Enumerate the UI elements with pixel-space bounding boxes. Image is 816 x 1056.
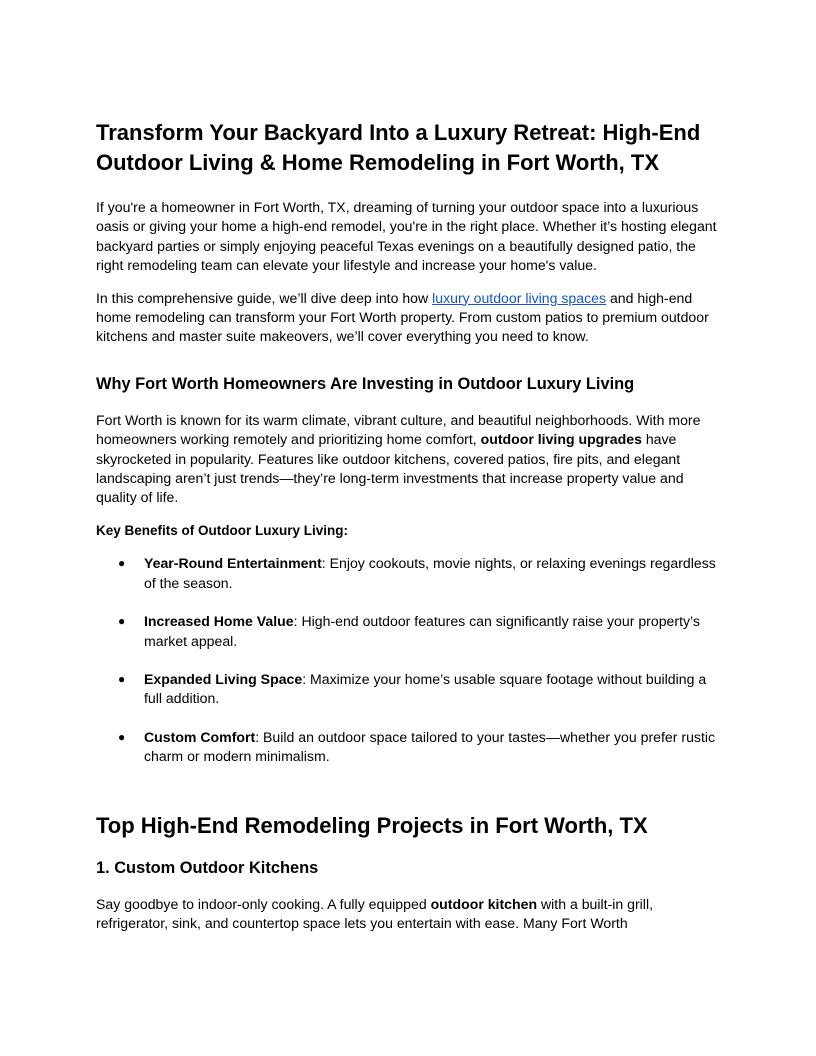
top-projects-heading: Top High-End Remodeling Projects in Fort Worth, TX [96, 812, 648, 838]
kitchens-text-bold: outdoor kitchen [430, 895, 538, 912]
kitchens-text-end: with a built-in grill, refrigerator, sink, and countertop space lets you entertain with ease. Many Fort Worth [96, 895, 653, 931]
benefit-title: Increased Home Value [144, 613, 294, 630]
list-item [96, 728, 724, 767]
luxury-outdoor-link[interactable]: luxury outdoor living spaces [432, 289, 607, 306]
page-title: Transform Your Backyard Into a Luxury Retreat: High-End Outdoor Living & Home Remodeling in Fort Worth, TX [96, 120, 701, 175]
outdoor-kitchens-heading: 1. Custom Outdoor Kitchens [96, 858, 319, 877]
bullet-icon: ● [118, 556, 126, 571]
intro-paragraph: If you're a homeowner in Fort Worth, TX, dreaming of turning your outdoor space into a luxurious oasis or giving your home a high-end remodel, you're in the right place. Whether it’s hosting elegant backyard parties or simply enjoying peaceful Texas evenings on a beautifully designed patio, the right remodeling team can elevate your lifestyle and increase your home's value. [96, 199, 717, 274]
benefit-text: : Build an outdoor space tailored to your tastes—whether you prefer rustic charm or modern minimalism. [144, 728, 716, 765]
bullet-icon: ● [118, 614, 126, 629]
bullet-icon: ● [118, 671, 126, 686]
benefit-title: Custom Comfort [144, 728, 256, 745]
benefit-text: : High-end outdoor features can significantly raise your property’s market appeal. [144, 613, 700, 649]
guide-paragraph [96, 289, 724, 347]
list-item [96, 670, 724, 709]
benefit-title: Expanded Living Space [144, 670, 303, 687]
guide-text-end: and high-end home remodeling can transform your Fort Worth property. From custom patios to premium outdoor kitchens and master suite makeovers, we’ll cover everything you need to know. [96, 289, 709, 345]
why-text-start: Fort Worth is known for its warm climate, vibrant culture, and beautiful neighborhoods. With more homeowners working remotely and prioritizing home comfort, [96, 411, 701, 448]
guide-text-start: In this comprehensive guide, we’ll dive deep into how [96, 289, 433, 306]
why-text-end: have skyrocketed in popularity. Features like outdoor kitchens, covered patios, fire pits, and elegant landscaping aren’t just trends—they’re long-term investments that increase property value and quality of life. [96, 431, 684, 506]
why-text-bold: outdoor living upgrades [480, 431, 642, 448]
list-item [96, 612, 724, 651]
document-page [96, 118, 724, 946]
why-section-heading: Why Fort Worth Homeowners Are Investing in Outdoor Luxury Living [96, 374, 635, 393]
why-paragraph [96, 411, 724, 508]
list-item [96, 554, 724, 593]
benefits-label: Key Benefits of Outdoor Luxury Living: [96, 522, 349, 538]
benefit-text: : Maximize your home’s usable square footage without building a full addition. [144, 670, 707, 707]
outdoor-kitchens-paragraph [96, 895, 724, 934]
benefit-title: Year-Round Entertainment [144, 555, 322, 572]
benefits-list [96, 554, 724, 766]
bullet-icon: ● [118, 729, 126, 744]
kitchens-text-start: Say goodbye to indoor-only cooking. A fully equipped [96, 895, 431, 912]
benefit-text: : Enjoy cookouts, movie nights, or relaxing evenings regardless of the season. [144, 555, 716, 591]
